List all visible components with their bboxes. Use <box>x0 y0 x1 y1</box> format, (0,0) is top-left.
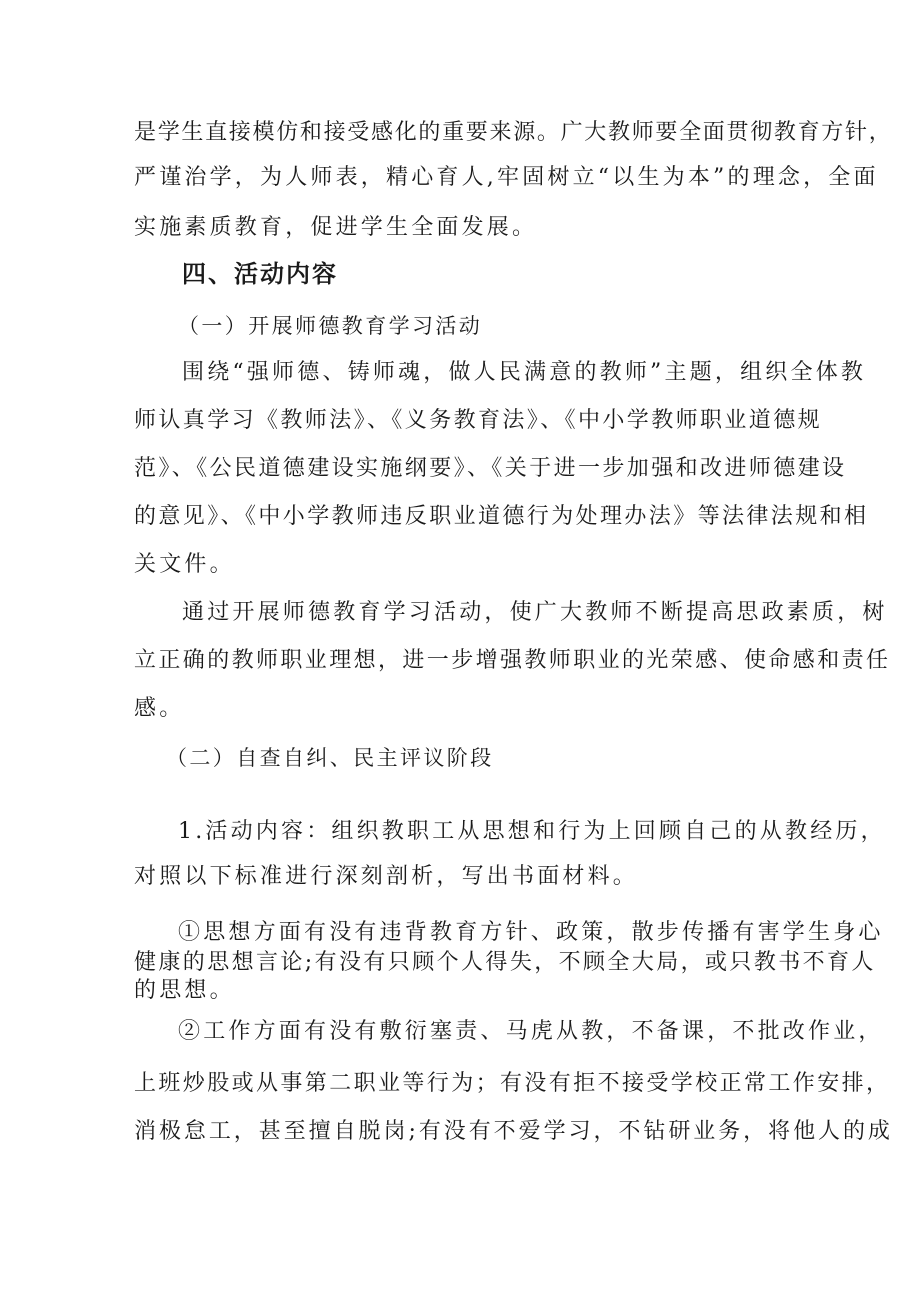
purpose-line-1: 通过开展师德教育学习活动，使广大教师不断提高思政素质，树 <box>182 600 888 625</box>
activity-line-2: 对照以下标准进行深刻剖析，写出书面材料。 <box>134 864 639 889</box>
section-heading: 四、活动内容 <box>182 260 338 288</box>
intro-line-1: 是学生直接模仿和接受感化的重要来源。广大教师要全面贯彻教育方针， <box>134 120 893 145</box>
study-line-5: 关文件。 <box>134 552 235 577</box>
intro-line-2: 严谨治学，为人师表，精心育人,牢固树立“以生为本”的理念，全面 <box>134 165 879 190</box>
purpose-line-2: 立正确的教师职业理想，进一步增强教师职业的光荣感、使命感和责任 <box>134 648 891 673</box>
item2-line-2: 上班炒股或从事第二职业等行为；有没有拒不接受学校正常工作安排， <box>134 1071 891 1096</box>
item1-line-3: 的思想。 <box>134 978 235 1003</box>
study-line-3: 范》、《公民道德建设实施纲要》、《关于进一步加强和改进师德建设 <box>134 456 847 481</box>
study-line-2: 师认真学习《教师法》、《义务教育法》、《中小学教师职业道德规 <box>134 408 823 433</box>
item1-line-2: 健康的思想言论;有没有只顾个人得失，不顾全大局，或只教书不育人 <box>134 950 876 975</box>
item2-line-3: 消极怠工，甚至擅自脱岗;有没有不爱学习，不钻研业务，将他人的成 <box>134 1119 893 1144</box>
item2-line-1: ②工作方面有没有敷衍塞责、马虎从教，不备课，不批改作业， <box>178 1019 884 1044</box>
subsection-heading-1: （一）开展师德教育学习活动 <box>178 314 483 338</box>
purpose-line-3: 感。 <box>134 696 185 721</box>
study-line-4: 的意见》、《中小学教师违反职业道德行为处理办法》等法律法规和相 <box>134 504 869 529</box>
activity-line-1: 1.活动内容：组织教职工从思想和行为上回顾自己的从教经历， <box>178 819 886 844</box>
item1-line-1: ①思想方面有没有违背教育方针、政策，散步传播有害学生身心 <box>178 920 884 945</box>
subsection-heading-2: （二）自查自纠、民主评议阶段 <box>166 746 494 770</box>
intro-line-3: 实施素质教育，促进学生全面发展。 <box>134 215 538 240</box>
study-line-1: 围绕“强师德、铸师魂，做人民满意的教师”主题，组织全体教 <box>182 360 867 385</box>
